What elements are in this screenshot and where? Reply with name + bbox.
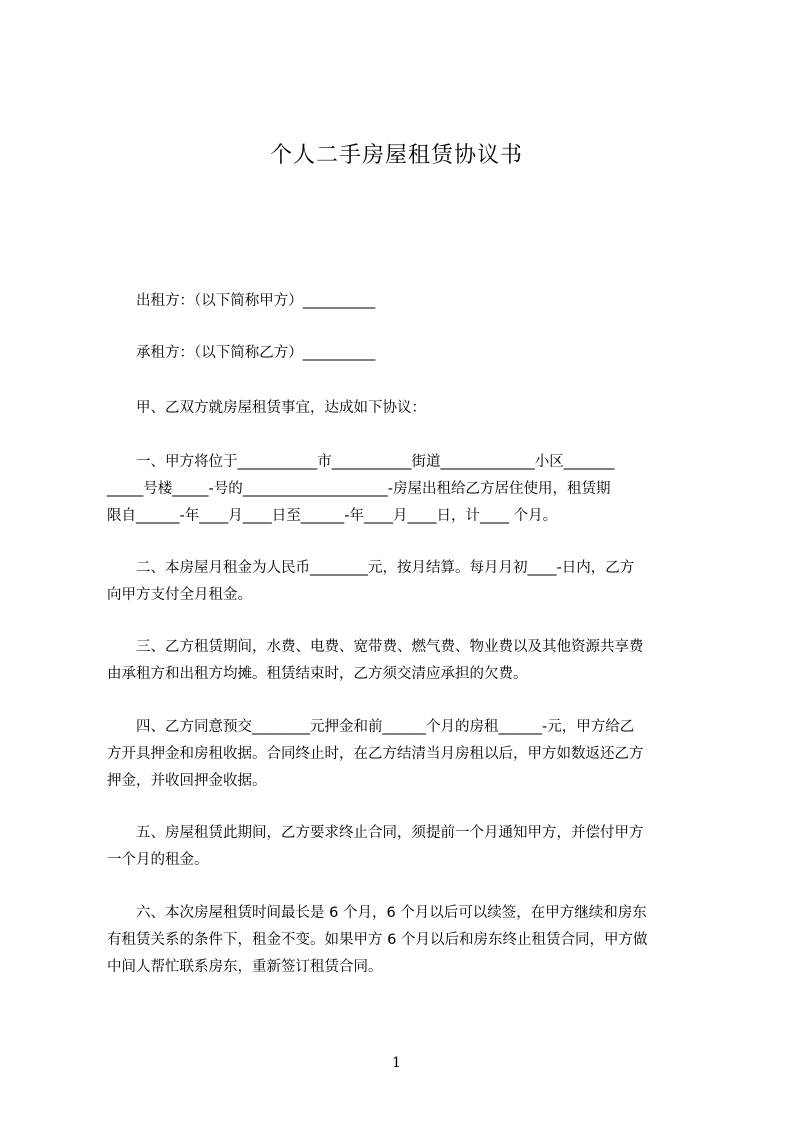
- lessee-line: [107, 340, 701, 367]
- clause-5-line-2: 一个月的租金。: [107, 852, 209, 868]
- lessor-text: 出租方：（以下简称甲方）__________: [136, 293, 376, 309]
- intro-line: [107, 395, 701, 422]
- clause-6-line-2: 有租赁关系的条件下，租金不变。如果甲方 6 个月以后和房东终止租赁合同，甲方做: [107, 932, 648, 948]
- clause-4-line-2: 方开具押金和房租收据。合同终止时，在乙方结清当月房租以后，甲方如数返还乙方: [107, 746, 644, 762]
- clause-6: [107, 900, 701, 981]
- clause-2-line-1: 二、本房屋月租金为人民币________元，按月结算。每月月初____-日内，乙方: [136, 560, 635, 576]
- clause-5: [107, 820, 701, 874]
- page-number: 1: [392, 1055, 401, 1071]
- clause-4-line-1: 四、乙方同意预交________元押金和前______个月的房租______-元，甲方给乙: [136, 719, 635, 735]
- clause-2: [107, 555, 701, 609]
- clause-3-line-2: 由承租方和出租方均摊。租赁结束时，乙方须交清应承担的欠费。: [107, 666, 528, 682]
- clause-1-line-3: 限自______-年____月____日至______-年____月____日，计____ 个月。: [107, 508, 558, 524]
- lessee-text: 承租方：（以下简称乙方）__________: [136, 345, 376, 361]
- clause-5-line-1: 五、房屋租赁此期间，乙方要求终止合同，须提前一个月通知甲方，并偿付甲方: [136, 825, 644, 841]
- clause-3: [107, 634, 701, 688]
- clause-4: [107, 714, 701, 795]
- intro-text: 甲、乙双方就房屋租赁事宜，达成如下协议：: [136, 400, 426, 416]
- clause-4-line-3: 押金，并收回押金收据。: [107, 773, 267, 789]
- clause-1-line-1: 一、甲方将位于___________市___________街道_____________小区_______: [136, 454, 615, 470]
- lessor-line: [107, 288, 701, 315]
- clause-6-line-1: 六、本次房屋租赁时间最长是 6 个月，6 个月以后可以续签，在甲方继续和房东: [136, 905, 647, 921]
- clause-1-line-2: _____号楼_____-号的____________________-房屋出租给乙方居住使用，租赁期: [107, 481, 611, 497]
- clause-2-line-2: 向甲方支付全月租金。: [107, 587, 252, 603]
- clause-1: [107, 449, 701, 530]
- clause-6-line-3: 中间人帮忙联系房东，重新签订租赁合同。: [107, 959, 383, 975]
- clause-3-line-1: 三、乙方租赁期间，水费、电费、宽带费、燃气费、物业费以及其他资源共享费: [136, 639, 644, 655]
- document-title: 个人二手房屋租赁协议书: [269, 143, 523, 168]
